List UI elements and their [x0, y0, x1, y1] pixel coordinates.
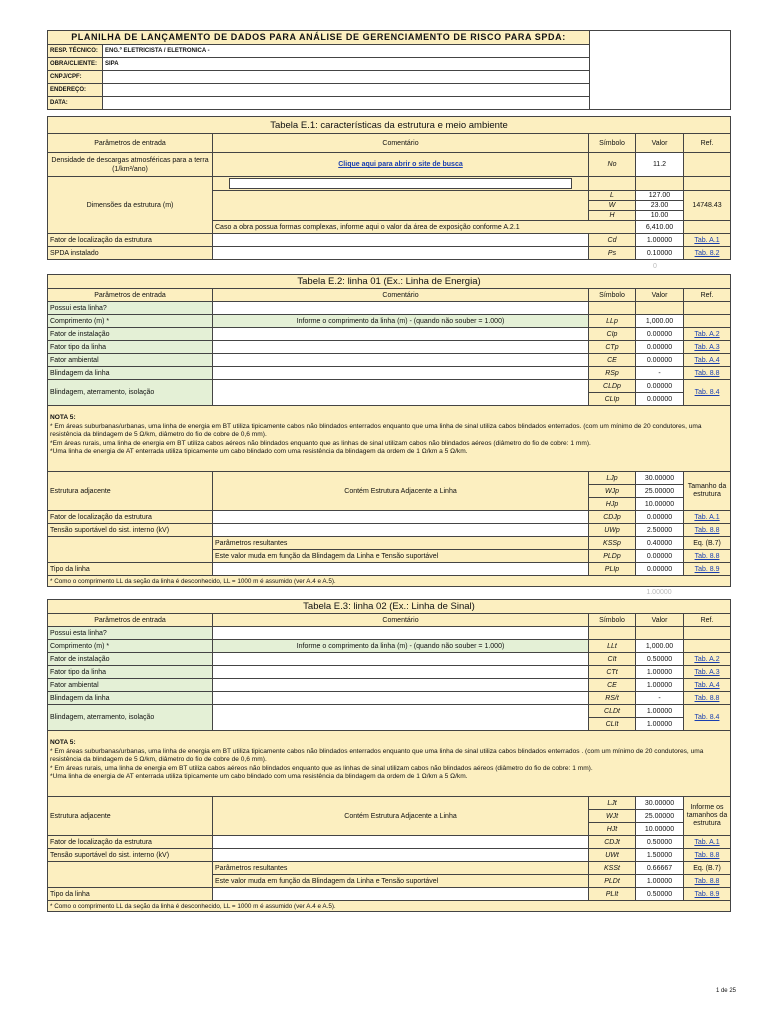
row-ref-cell — [684, 328, 731, 341]
blank-cell — [636, 302, 684, 315]
exists-input[interactable] — [213, 302, 589, 315]
loc-ref-link[interactable]: Tab. A.1 — [694, 236, 720, 244]
header-label: ENDEREÇO: — [48, 84, 103, 97]
note-line: * Em áreas suburbanas/urbanas, uma linha de energia em BT utiliza tipicamente cabos não blindados enterrados enquanto que uma linha de sinal utiliza cabos blindados enterrados. (com um mínimo de 20 condutores, uma resistência da blindagem de 5 Ω/km, diâmetro do fio de cobre de 0,6 mm). — [50, 422, 702, 438]
table-e1-title: Tabela E.1: características da estrutura e meio ambiente — [48, 117, 731, 134]
blank-cell — [684, 627, 731, 640]
table-e2-title: Tabela E.2: linha 01 (Ex.: Linha de Energia) — [48, 275, 731, 289]
bond-value: 1.00000 — [636, 718, 684, 731]
type-input[interactable] — [213, 888, 589, 901]
row-ref-link[interactable]: Tab. 8.8 — [694, 694, 720, 702]
row-symbol: CTt — [589, 666, 636, 679]
row-ref-link[interactable]: Tab. A.3 — [694, 668, 720, 676]
length-comment: Informe o comprimento da linha (m) - (quando não souber = 1.000) — [213, 640, 589, 653]
row-ref-cell — [684, 367, 731, 380]
volt-ref-cell — [684, 849, 731, 862]
res2-comment: Este valor muda em função da Blindagem da Linha e Tensão suportável — [213, 550, 589, 563]
adjloc-symbol: CDJt — [589, 836, 636, 849]
row-ref-cell — [684, 666, 731, 679]
res2-comment: Este valor muda em função da Blindagem da Linha e Tensão suportável — [213, 875, 589, 888]
row-label: Fator ambiental — [48, 679, 213, 692]
spda-ref-cell — [684, 247, 731, 260]
header-value-endereco[interactable] — [103, 84, 590, 97]
dim-input-wrap — [213, 177, 589, 191]
type-ref-cell — [684, 888, 731, 901]
row-ref-cell — [684, 692, 731, 705]
row-ref-link[interactable]: Tab. A.4 — [694, 681, 720, 689]
row-label: Fator de instalação — [48, 653, 213, 666]
row-ref-cell — [684, 341, 731, 354]
row-label: Blindagem da linha — [48, 692, 213, 705]
row-ref-link[interactable]: Tab. 8.8 — [694, 369, 720, 377]
adj-symbol: WJt — [589, 810, 636, 823]
res2-value: 0.00000 — [636, 550, 684, 563]
row-ref-cell — [684, 653, 731, 666]
row-ref-cell — [684, 679, 731, 692]
bond-label: Blindagem, aterramento, isolação — [48, 380, 213, 406]
row-ref-link[interactable]: Tab. A.2 — [694, 655, 720, 663]
row-symbol: CTp — [589, 341, 636, 354]
res-label-spacer — [48, 862, 213, 888]
page-number: 1 de 25 — [715, 988, 736, 994]
header-value-data[interactable] — [103, 97, 590, 110]
exists-label: Possui esta linha? — [48, 302, 213, 315]
volt-ref-link[interactable]: Tab. 8.8 — [694, 526, 720, 534]
volt-ref-cell — [684, 524, 731, 537]
blank-cell — [684, 221, 731, 234]
bond-value: 1.00000 — [636, 705, 684, 718]
type-value: 0.00000 — [636, 563, 684, 576]
row-value: - — [636, 367, 684, 380]
row-label: Fator tipo da linha — [48, 666, 213, 679]
type-ref-cell — [684, 563, 731, 576]
res2-ref-link[interactable]: Tab. 8.8 — [694, 552, 720, 560]
loc-value: 1.00000 — [636, 234, 684, 247]
row-value: - — [636, 692, 684, 705]
adjloc-input[interactable] — [213, 836, 589, 849]
adjloc-ref-link[interactable]: Tab. A.1 — [694, 513, 720, 521]
row-input[interactable] — [213, 666, 589, 679]
header-table — [47, 30, 731, 110]
length-symbol: LLt — [589, 640, 636, 653]
blank-cell — [589, 627, 636, 640]
note-block — [48, 406, 731, 472]
note-block — [48, 731, 731, 797]
col-value: Valor — [636, 289, 684, 302]
header-value-obra[interactable]: SIPA — [103, 58, 590, 71]
density-symbol: No — [589, 153, 636, 177]
type-input[interactable] — [213, 563, 589, 576]
adjloc-ref-link[interactable]: Tab. A.1 — [694, 838, 720, 846]
dim-comment — [213, 191, 589, 221]
res-symbol: KSSt — [589, 862, 636, 875]
res-value: 0.40000 — [636, 537, 684, 550]
row-value: 0.00000 — [636, 328, 684, 341]
note-line: * Em áreas suburbanas/urbanas, uma linha de energia em BT utiliza tipicamente cabos não blindados enterrados enquanto que uma linha de sinal utiliza cabos blindados enterrados . (com um mínimo de 20 condutores, uma resistência da blindagem de 5 Ω/km, diâmetro do fio de cobre de 0,6 mm). — [50, 747, 704, 763]
row-value: 0.00000 — [636, 354, 684, 367]
adj-symbol: HJp — [589, 498, 636, 511]
header-label: OBRA/CLIENTE: — [48, 58, 103, 71]
row-ref-link[interactable]: Tab. A.4 — [694, 356, 720, 364]
row-input[interactable] — [213, 354, 589, 367]
note-line: *Em áreas rurais, uma linha de energia em BT utiliza cabos aéreos não blindados enquanto que as linhas de sinal utilizam cabos não blindados aéreos (diâmetro do fio de cobre: 1 mm). — [50, 439, 591, 447]
adj-ref: Informe os tamanhos da estrutura — [684, 797, 731, 836]
res-label: Parâmetros resultantes — [213, 862, 589, 875]
adj-value[interactable]: 10.00000 — [636, 823, 684, 836]
adj-label: Estrutura adjacente — [48, 797, 213, 836]
adjloc-label: Fator de localização da estrutura — [48, 836, 213, 849]
dim-value[interactable]: 23.00 — [636, 201, 684, 211]
adj-symbol: LJt — [589, 797, 636, 810]
adj-symbol: LJp — [589, 472, 636, 485]
bond-value: 0.00000 — [636, 380, 684, 393]
page-title: PLANILHA DE LANÇAMENTO DE DADOS PARA ANÁLISE DE GERENCIAMENTO DE RISCO PARA SPDA: — [48, 31, 590, 45]
type-label: Tipo da linha — [48, 888, 213, 901]
density-value[interactable]: 11.2 — [636, 153, 684, 177]
col-ref: Ref. — [684, 614, 731, 627]
exists-input[interactable] — [213, 627, 589, 640]
adj-value[interactable]: 25.00000 — [636, 485, 684, 498]
row-ref-link[interactable]: Tab. A.3 — [694, 343, 720, 351]
density-ref — [684, 153, 731, 177]
note-line: * Em áreas rurais, uma linha de energia em BT utiliza cabos aéreos não blindados enquanto que as linhas de sinal utilizam cabos não blindados aéreos (diâmetro do fio de cobre: 1 mm). — [50, 764, 593, 772]
adjloc-value: 0.00000 — [636, 511, 684, 524]
exists-label: Possui esta linha? — [48, 627, 213, 640]
bond-input[interactable] — [213, 380, 589, 406]
adj-comment: Contém Estrutura Adjacente a Linha — [213, 472, 589, 511]
bond-symbol: CLDp — [589, 380, 636, 393]
row-label: Fator tipo da linha — [48, 341, 213, 354]
volt-input[interactable] — [213, 849, 589, 862]
col-value: Valor — [636, 614, 684, 627]
header-value-resp[interactable]: ENG.º ELETRICISTA / ELETRONICA - — [103, 45, 590, 58]
res-symbol: KSSp — [589, 537, 636, 550]
header-value-cnpj[interactable] — [103, 71, 590, 84]
type-label: Tipo da linha — [48, 563, 213, 576]
spda-symbol: Ps — [589, 247, 636, 260]
dim-symbol: L — [589, 191, 636, 201]
type-ref-link[interactable]: Tab. 8.9 — [694, 565, 720, 573]
row-symbol: CE — [589, 354, 636, 367]
length-value[interactable]: 1,000.00 — [636, 640, 684, 653]
col-symbol: Símbolo — [589, 134, 636, 153]
row-value: 0.50000 — [636, 653, 684, 666]
bond-label: Blindagem, aterramento, isolação — [48, 705, 213, 731]
row-input[interactable] — [213, 679, 589, 692]
row-value: 1.00000 — [636, 666, 684, 679]
density-label: Densidade de descargas atmosféricas para a terra (1/km²/ano) — [48, 153, 213, 177]
bond-ref-cell — [684, 380, 731, 406]
type-ref-link[interactable]: Tab. 8.9 — [694, 890, 720, 898]
res-ref: Eq. (B.7) — [684, 862, 731, 875]
dim-symbol: H — [589, 211, 636, 221]
res2-symbol: PLDt — [589, 875, 636, 888]
adjloc-ref-cell — [684, 511, 731, 524]
row-ref-link[interactable]: Tab. A.2 — [694, 330, 720, 338]
density-search-link[interactable]: Clique aqui para abrir o site de busca — [338, 161, 463, 168]
col-comment: Comentário — [213, 614, 589, 627]
col-param: Parâmetros de entrada — [48, 289, 213, 302]
bond-ref-link[interactable]: Tab. 8.4 — [694, 389, 720, 396]
adjloc-symbol: CDJp — [589, 511, 636, 524]
volt-value: 1.50000 — [636, 849, 684, 862]
density-cell — [213, 153, 589, 177]
blank-cell — [684, 302, 731, 315]
length-comment: Informe o comprimento da linha (m) - (quando não souber = 1.000) — [213, 315, 589, 328]
dim-ref: 14748.43 — [684, 191, 731, 221]
row-label: Fator de instalação — [48, 328, 213, 341]
length-symbol: LLp — [589, 315, 636, 328]
spda-ref-link[interactable]: Tab. 8.2 — [694, 249, 720, 257]
row-symbol: CIt — [589, 653, 636, 666]
row-ref-cell — [684, 354, 731, 367]
col-param: Parâmetros de entrada — [48, 614, 213, 627]
header-label: CNPJ/CPF: — [48, 71, 103, 84]
spda-label: SPDA instalado — [48, 247, 213, 260]
bond-input[interactable] — [213, 705, 589, 731]
res2-symbol: PLDp — [589, 550, 636, 563]
col-value: Valor — [636, 134, 684, 153]
res2-value: 1.00000 — [636, 875, 684, 888]
adj-label: Estrutura adjacente — [48, 472, 213, 511]
bond-ref-link[interactable]: Tab. 8.4 — [694, 714, 720, 721]
type-symbol: PLIp — [589, 563, 636, 576]
row-symbol: RS/t — [589, 692, 636, 705]
adjloc-label: Fator de localização da estrutura — [48, 511, 213, 524]
blank-cell — [589, 177, 636, 191]
logo-box — [590, 31, 731, 110]
res-label: Parâmetros resultantes — [213, 537, 589, 550]
res-ref: Eq. (B.7) — [684, 537, 731, 550]
dim-value[interactable]: 10.00 — [636, 211, 684, 221]
adj-symbol: HJt — [589, 823, 636, 836]
volt-input[interactable] — [213, 524, 589, 537]
row-input[interactable] — [213, 328, 589, 341]
row-input[interactable] — [213, 341, 589, 354]
length-label: Comprimento (m) * — [48, 640, 213, 653]
note-title: NOTA 5: — [50, 414, 76, 421]
dim-value[interactable]: 127.00 — [636, 191, 684, 201]
dim-input[interactable] — [229, 178, 572, 189]
adj-value[interactable]: 25.00000 — [636, 810, 684, 823]
adjloc-value: 0.50000 — [636, 836, 684, 849]
row-symbol: CIp — [589, 328, 636, 341]
blank-cell — [684, 315, 731, 328]
blank-cell — [636, 177, 684, 191]
blank-cell — [636, 627, 684, 640]
adj-value[interactable]: 30.00000 — [636, 472, 684, 485]
adjloc-input[interactable] — [213, 511, 589, 524]
row-label: Blindagem da linha — [48, 367, 213, 380]
res-label-spacer — [48, 537, 213, 563]
complex-value[interactable]: 6,410.00 — [636, 221, 684, 234]
adj-value[interactable]: 10.00000 — [636, 498, 684, 511]
volt-ref-link[interactable]: Tab. 8.8 — [694, 851, 720, 859]
table-e2 — [47, 274, 731, 587]
table-e3 — [47, 599, 731, 912]
row-input[interactable] — [213, 653, 589, 666]
length-label: Comprimento (m) * — [48, 315, 213, 328]
table-e1 — [47, 116, 731, 260]
col-comment: Comentário — [213, 289, 589, 302]
footnote: * Como o comprimento LL da seção da linha é desconhecido, LL = 1000 m é assumido (ver A.4 e A.5). — [48, 576, 731, 587]
row-input[interactable] — [213, 367, 589, 380]
row-input[interactable] — [213, 692, 589, 705]
col-ref: Ref. — [684, 289, 731, 302]
e1-grey-value: 0 — [653, 263, 657, 270]
footnote: * Como o comprimento LL da seção da linha é desconhecido, LL = 1000 m é assumido (ver A.4 e A.5). — [48, 901, 731, 912]
table-e3-title: Tabela E.3: linha 02 (Ex.: Linha de Sinal) — [48, 600, 731, 614]
blank-cell — [684, 640, 731, 653]
col-ref: Ref. — [684, 134, 731, 153]
adj-comment: Contém Estrutura Adjacente a Linha — [213, 797, 589, 836]
volt-symbol: UWt — [589, 849, 636, 862]
col-comment: Comentário — [213, 134, 589, 153]
blank-cell — [589, 302, 636, 315]
adj-ref: Tamanho da estrutura — [684, 472, 731, 511]
adj-value[interactable]: 30.00000 — [636, 797, 684, 810]
header-label: DATA: — [48, 97, 103, 110]
spda-value: 0.10000 — [636, 247, 684, 260]
bond-symbol: CLIp — [589, 393, 636, 406]
bond-symbol: CLDt — [589, 705, 636, 718]
res2-ref-link[interactable]: Tab. 8.8 — [694, 877, 720, 885]
blank-cell — [684, 177, 731, 191]
row-value: 1.00000 — [636, 679, 684, 692]
type-symbol: PLIt — [589, 888, 636, 901]
bond-ref-cell — [684, 705, 731, 731]
type-value: 0.50000 — [636, 888, 684, 901]
complex-note: Caso a obra possua formas complexas, informe aqui o valor da área de exposição conforme A.2.1 — [213, 221, 636, 234]
row-label: Fator ambiental — [48, 354, 213, 367]
loc-label: Fator de localização da estrutura — [48, 234, 213, 247]
volt-label: Tensão suportável do sist. interno (kV) — [48, 849, 213, 862]
row-value: 0.00000 — [636, 341, 684, 354]
col-symbol: Símbolo — [589, 614, 636, 627]
loc-ref-cell — [684, 234, 731, 247]
header-label: RESP. TÉCNICO: — [48, 45, 103, 58]
length-value[interactable]: 1,000.00 — [636, 315, 684, 328]
dim-label: Dimensões da estrutura (m) — [48, 177, 213, 234]
row-symbol: RSp — [589, 367, 636, 380]
volt-value: 2.50000 — [636, 524, 684, 537]
note-line: *Uma linha de energia de AT enterrada utiliza tipicamente um cabo blindado com uma resistência da blindagem da ordem de 1 Ω/km a 5 Ω/km. — [50, 773, 468, 780]
row-symbol: CE — [589, 679, 636, 692]
res2-ref-cell — [684, 550, 731, 563]
loc-symbol: Cd — [589, 234, 636, 247]
dim-symbol: W — [589, 201, 636, 211]
adj-symbol: WJp — [589, 485, 636, 498]
note-title: NOTA 5: — [50, 739, 76, 746]
volt-symbol: UWp — [589, 524, 636, 537]
adjloc-ref-cell — [684, 836, 731, 849]
note-line: *Uma linha de energia de AT enterrada utiliza tipicamente um cabo blindado com uma resistência da blindagem da ordem de 1 Ω/km a 5 Ω/km. — [50, 448, 468, 455]
volt-label: Tensão suportável do sist. interno (kV) — [48, 524, 213, 537]
spda-input[interactable] — [213, 247, 589, 260]
res-value: 0.66667 — [636, 862, 684, 875]
col-param: Parâmetros de entrada — [48, 134, 213, 153]
res2-ref-cell — [684, 875, 731, 888]
bond-value: 0.00000 — [636, 393, 684, 406]
bond-symbol: CLIt — [589, 718, 636, 731]
loc-input[interactable] — [213, 234, 589, 247]
col-symbol: Símbolo — [589, 289, 636, 302]
e2-grey-value: 1.00000 — [646, 589, 672, 596]
